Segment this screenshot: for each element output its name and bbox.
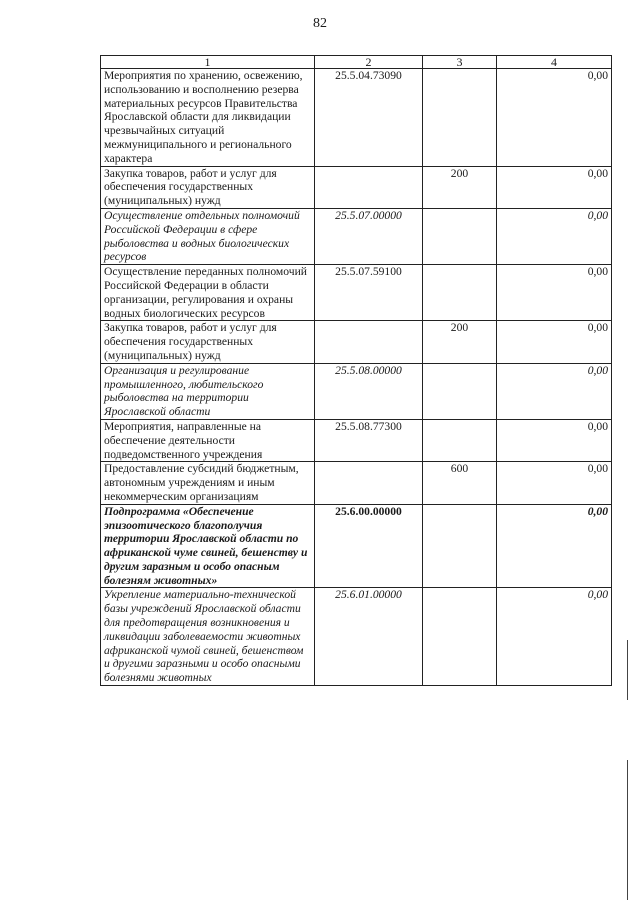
table-body xyxy=(101,69,612,686)
row-name-cell: Осуществление отдельных полномочий Российской Федерации в сфере рыболовства и водных биологических ресурсов xyxy=(101,208,315,264)
row-expense-type-cell xyxy=(423,69,497,167)
row-expense-type-cell xyxy=(423,588,497,686)
row-code-cell: 25.5.08.77300 xyxy=(315,419,423,461)
row-name-cell: Мероприятия, направленные на обеспечение деятельности подведомственного учреждения xyxy=(101,419,315,461)
table-row xyxy=(101,321,612,363)
row-amount-cell: 0,00 xyxy=(497,363,612,419)
table-row xyxy=(101,462,612,504)
table-row xyxy=(101,504,612,588)
table-row xyxy=(101,69,612,167)
row-code-cell: 25.6.01.00000 xyxy=(315,588,423,686)
row-amount-cell: 0,00 xyxy=(497,208,612,264)
row-code-cell xyxy=(315,462,423,504)
row-amount-cell: 0,00 xyxy=(497,462,612,504)
row-amount-cell: 0,00 xyxy=(497,321,612,363)
column-header-3: 3 xyxy=(423,56,497,69)
table-row xyxy=(101,208,612,264)
row-expense-type-cell xyxy=(423,265,497,321)
row-expense-type-cell xyxy=(423,363,497,419)
row-name-cell: Закупка товаров, работ и услуг для обеспечения государственных (муниципальных) нужд xyxy=(101,321,315,363)
column-header-2: 2 xyxy=(315,56,423,69)
page-number: 82 xyxy=(313,16,327,31)
row-expense-type-cell xyxy=(423,208,497,264)
table-row xyxy=(101,363,612,419)
row-name-cell: Закупка товаров, работ и услуг для обеспечения государственных (муниципальных) нужд xyxy=(101,166,315,208)
row-code-cell: 25.6.00.00000 xyxy=(315,504,423,588)
row-code-cell xyxy=(315,321,423,363)
table-header-row xyxy=(101,56,612,69)
row-name-cell: Укрепление материально-технической базы учреждений Ярославской области для предотвращения возникновения и ликвидации заболеваемости животных африканской чумой свиней, бешенством и другими заразными и особо опасными болезнями животных xyxy=(101,588,315,686)
row-name-cell: Организация и регулирование промышленного, любительского рыболовства на территории Ярославской области xyxy=(101,363,315,419)
row-amount-cell: 0,00 xyxy=(497,419,612,461)
row-expense-type-cell xyxy=(423,419,497,461)
row-code-cell: 25.5.04.73090 xyxy=(315,69,423,167)
budget-table xyxy=(100,55,612,686)
row-name-cell: Подпрограмма «Обеспечение эпизоотического благополучия территории Ярославской области по африканской чуме свиней, бешенству и другим заразным и особо опасным болезням животных» xyxy=(101,504,315,588)
row-amount-cell: 0,00 xyxy=(497,265,612,321)
column-header-4: 4 xyxy=(497,56,612,69)
row-name-cell: Мероприятия по хранению, освежению, использованию и восполнению резерва материальных ресурсов Правительства Ярославской области для ликвидации чрезвычайных ситуаций межмуниципального и регионального характера xyxy=(101,69,315,167)
margin-scan-line xyxy=(627,640,628,700)
row-code-cell: 25.5.07.00000 xyxy=(315,208,423,264)
row-name-cell: Осуществление переданных полномочий Российской Федерации в области организации, регулирования и охраны водных биологических ресурсов xyxy=(101,265,315,321)
row-amount-cell: 0,00 xyxy=(497,504,612,588)
column-header-1: 1 xyxy=(101,56,315,69)
row-code-cell: 25.5.08.00000 xyxy=(315,363,423,419)
row-name-cell: Предоставление субсидий бюджетным, автономным учреждениям и иным некоммерческим организациям xyxy=(101,462,315,504)
row-expense-type-cell: 200 xyxy=(423,321,497,363)
table-row xyxy=(101,166,612,208)
row-code-cell: 25.5.07.59100 xyxy=(315,265,423,321)
table-row xyxy=(101,265,612,321)
row-amount-cell: 0,00 xyxy=(497,166,612,208)
table-row xyxy=(101,588,612,686)
row-amount-cell: 0,00 xyxy=(497,588,612,686)
row-code-cell xyxy=(315,166,423,208)
row-expense-type-cell xyxy=(423,504,497,588)
margin-scan-line xyxy=(627,760,628,900)
row-expense-type-cell: 600 xyxy=(423,462,497,504)
row-amount-cell: 0,00 xyxy=(497,69,612,167)
table-row xyxy=(101,419,612,461)
row-expense-type-cell: 200 xyxy=(423,166,497,208)
